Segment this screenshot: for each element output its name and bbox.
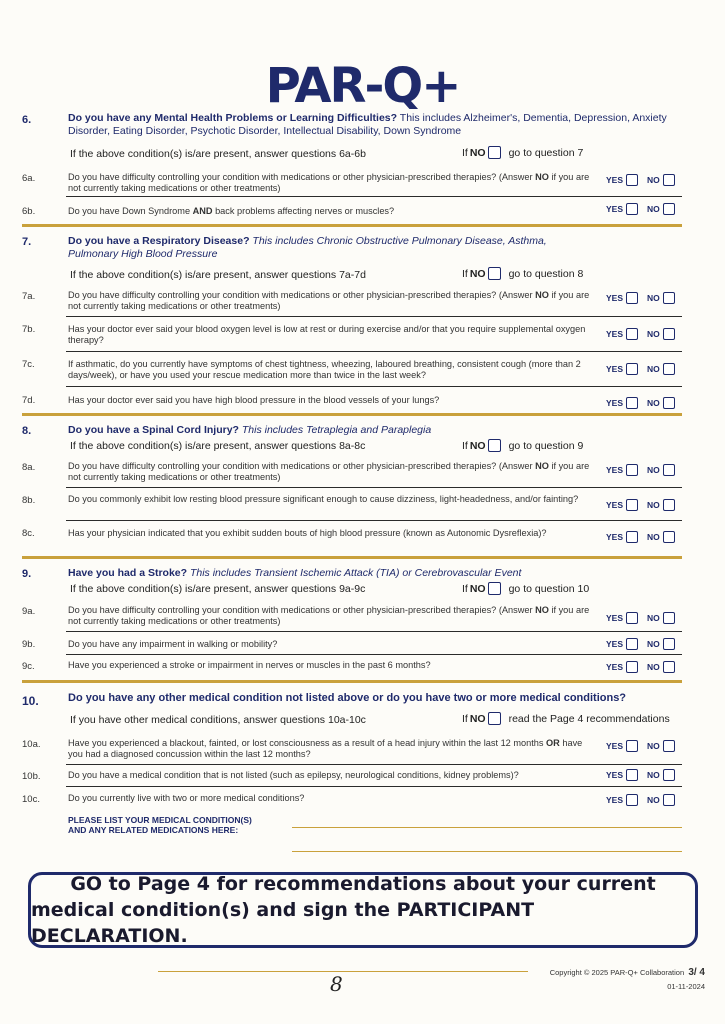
- section-divider: [22, 680, 682, 683]
- question-8b-no-checkbox[interactable]: [663, 499, 675, 511]
- question-7c-text: If asthmatic, do you currently have symptoms of chest tightness, wheezing, laboured breathing, consistent cough (more than 2 days/week), or have you used your rescue medication more than twice in the last week?: [68, 359, 581, 380]
- question-9b-yes-checkbox[interactable]: [626, 638, 638, 650]
- question-8-instruction: If the above condition(s) is/are present, answer questions 8a-8c: [70, 440, 366, 452]
- question-10b-text: Do you have a medical condition that is not listed (such as epilepsy, neurological conditions, kidney problems)?: [68, 770, 519, 780]
- question-7-no-checkbox[interactable]: [488, 267, 501, 280]
- question-9c-number: 9c.: [22, 661, 35, 672]
- row-divider: [66, 520, 682, 521]
- question-8a-answers: YES NO: [606, 464, 681, 476]
- question-10-skip: If NO read the Page 4 recommendations: [462, 712, 670, 725]
- question-8a-number: 8a.: [22, 462, 36, 473]
- question-8c-answers: YES NO: [606, 531, 681, 543]
- question-7b-answers: YES NO: [606, 328, 681, 340]
- question-8b-yes-checkbox[interactable]: [626, 499, 638, 511]
- question-7d-yes-checkbox[interactable]: [626, 397, 638, 409]
- question-8c-number: 8c.: [22, 528, 35, 539]
- question-7b-number: 7b.: [22, 324, 36, 335]
- question-10a-answers: YES NO: [606, 740, 681, 752]
- medical-conditions-input-line-1[interactable]: [292, 827, 682, 828]
- question-6b-no-checkbox[interactable]: [663, 203, 675, 215]
- question-10c-no-checkbox[interactable]: [663, 794, 675, 806]
- question-10-heading: Do you have any other medical condition not listed above or do you have two or more medical conditions?: [68, 692, 627, 704]
- question-7a-no-checkbox[interactable]: [663, 292, 675, 304]
- footer-divider: [158, 971, 528, 972]
- question-8b-number: 8b.: [22, 495, 36, 506]
- question-10a-no-checkbox[interactable]: [663, 740, 675, 752]
- question-9-skip: If NO go to question 10: [462, 582, 590, 595]
- question-8c-yes-checkbox[interactable]: [626, 531, 638, 543]
- question-8-no-checkbox[interactable]: [488, 439, 501, 452]
- question-10c-yes-checkbox[interactable]: [626, 794, 638, 806]
- question-6a-answers: YES NO: [606, 174, 681, 186]
- question-10-number: 10.: [22, 694, 39, 708]
- question-8b-text: Do you commonly exhibit low resting blood pressure significant enough to cause dizziness, light-headedness, and/or fainting?: [68, 494, 579, 504]
- row-divider: [66, 786, 682, 787]
- section-divider: [22, 224, 682, 227]
- question-9b-number: 9b.: [22, 639, 36, 650]
- question-10c-answers: YES NO: [606, 794, 681, 806]
- row-divider: [66, 386, 682, 387]
- question-9c-answers: YES NO: [606, 661, 681, 673]
- question-9c-yes-checkbox[interactable]: [626, 661, 638, 673]
- question-8-number: 8.: [22, 425, 32, 437]
- question-6-instruction: If the above condition(s) is/are present, answer questions 6a-6b: [70, 148, 366, 160]
- question-10c-number: 10c.: [22, 794, 40, 805]
- question-7-heading: Do you have a Respiratory Disease? This includes Chronic Obstructive Pulmonary Disease, Asthma, Pulmonary High Blood Pressure: [68, 235, 547, 260]
- question-7-instruction: If the above condition(s) is/are present, answer questions 7a-7d: [70, 269, 366, 281]
- medical-conditions-label: PLEASE LIST YOUR MEDICAL CONDITION(S) AND ANY RELATED MEDICATIONS HERE:: [68, 815, 252, 835]
- question-6a-text: Do you have difficulty controlling your condition with medications or other physician-prescribed therapies? (Answer NO if you are not currently taking medications or other treatments): [68, 172, 590, 193]
- footer-copyright: Copyright © 2025 PAR-Q+ Collaboration 3/ 4 01-11-2024: [549, 967, 705, 991]
- question-7c-number: 7c.: [22, 359, 35, 370]
- question-7d-answers: YES NO: [606, 397, 681, 409]
- question-7d-number: 7d.: [22, 395, 36, 406]
- row-divider: [66, 316, 682, 317]
- question-7c-answers: YES NO: [606, 363, 681, 375]
- next-step-banner: GO to Page 4 for recommendations about your current medical condition(s) and sign the PARTICIPANT DECLARATION.: [28, 872, 698, 948]
- question-6-heading: Do you have any Mental Health Problems or Learning Difficulties? This includes Alzheimer's, Dementia, Depression, Anxiety Disorder, Eating Disorder, Psychotic Disorder, Intellectual Disability, Down Syndrome: [68, 112, 667, 137]
- question-9a-no-checkbox[interactable]: [663, 612, 675, 624]
- question-7b-no-checkbox[interactable]: [663, 328, 675, 340]
- medical-conditions-input-line-2[interactable]: [292, 851, 682, 852]
- question-7d-text: Has your doctor ever said you have high blood pressure in the blood vessels of your lungs?: [68, 395, 440, 405]
- question-10b-no-checkbox[interactable]: [663, 769, 675, 781]
- question-7c-yes-checkbox[interactable]: [626, 363, 638, 375]
- question-8c-text: Has your physician indicated that you exhibit sudden bouts of high blood pressure (known as Autonomic Dysreflexia)?: [68, 528, 547, 538]
- row-divider: [66, 654, 682, 655]
- question-10a-text: Have you experienced a blackout, fainted, or lost consciousness as a result of a head injury within the last 12 months OR have you had a diagnosed concussion within the last 12 months?: [68, 738, 583, 759]
- question-8-skip: If NO go to question 9: [462, 439, 584, 452]
- question-9a-answers: YES NO: [606, 612, 681, 624]
- page-title: PAR-Q+: [265, 58, 460, 114]
- section-divider: [22, 556, 682, 559]
- section-divider: [22, 413, 682, 416]
- question-9-heading: Have you had a Stroke? This includes Transient Ischemic Attack (TIA) or Cerebrovascular Event: [68, 567, 522, 579]
- question-6-no-checkbox[interactable]: [488, 146, 501, 159]
- row-divider: [66, 764, 682, 765]
- question-9b-answers: YES NO: [606, 638, 681, 650]
- question-9-number: 9.: [22, 568, 32, 580]
- question-7d-no-checkbox[interactable]: [663, 397, 675, 409]
- question-9-instruction: If the above condition(s) is/are present, answer questions 9a-9c: [70, 583, 366, 595]
- question-10c-text: Do you currently live with two or more medical conditions?: [68, 793, 305, 803]
- row-divider: [66, 487, 682, 488]
- question-8a-text: Do you have difficulty controlling your condition with medications or other physician-prescribed therapies? (Answer NO if you are not currently taking medications or other treatments): [68, 461, 590, 482]
- question-10-instruction: If you have other medical conditions, answer questions 10a-10c: [70, 714, 366, 726]
- row-divider: [66, 631, 682, 632]
- question-6b-yes-checkbox[interactable]: [626, 203, 638, 215]
- question-10b-number: 10b.: [22, 771, 41, 782]
- question-9-no-checkbox[interactable]: [488, 582, 501, 595]
- question-7b-text: Has your doctor ever said your blood oxygen level is low at rest or during exercise and/or that you require supplemental oxygen therapy?: [68, 324, 586, 345]
- question-6b-answers: YES NO: [606, 203, 681, 215]
- question-7a-number: 7a.: [22, 291, 36, 302]
- question-6a-number: 6a.: [22, 173, 36, 184]
- question-8a-yes-checkbox[interactable]: [626, 464, 638, 476]
- question-8-heading: Do you have a Spinal Cord Injury? This includes Tetraplegia and Paraplegia: [68, 424, 432, 436]
- question-10-no-checkbox[interactable]: [488, 712, 501, 725]
- question-8c-no-checkbox[interactable]: [663, 531, 675, 543]
- question-9a-number: 9a.: [22, 606, 36, 617]
- question-7a-yes-checkbox[interactable]: [626, 292, 638, 304]
- question-6-skip: If NO go to question 7: [462, 146, 584, 159]
- question-10a-yes-checkbox[interactable]: [626, 740, 638, 752]
- question-6-number: 6.: [22, 114, 32, 126]
- question-9b-text: Do you have any impairment in walking or mobility?: [68, 639, 278, 649]
- question-7b-yes-checkbox[interactable]: [626, 328, 638, 340]
- handwritten-page-number: 8: [330, 972, 343, 996]
- question-9b-no-checkbox[interactable]: [663, 638, 675, 650]
- question-6b-text: Do you have Down Syndrome AND back problems affecting nerves or muscles?: [68, 206, 395, 216]
- question-7c-no-checkbox[interactable]: [663, 363, 675, 375]
- question-7a-text: Do you have difficulty controlling your condition with medications or other physician-prescribed therapies? (Answer NO if you are not currently taking medications or other treatments): [68, 290, 590, 311]
- question-10a-number: 10a.: [22, 739, 41, 750]
- question-7-skip: If NO go to question 8: [462, 267, 584, 280]
- question-9a-yes-checkbox[interactable]: [626, 612, 638, 624]
- question-8a-no-checkbox[interactable]: [663, 464, 675, 476]
- question-6b-number: 6b.: [22, 206, 36, 217]
- question-10b-yes-checkbox[interactable]: [626, 769, 638, 781]
- question-7-number: 7.: [22, 236, 32, 248]
- row-divider: [66, 196, 682, 197]
- question-9a-text: Do you have difficulty controlling your condition with medications or other physician-prescribed therapies? (Answer NO if you are not currently taking medications or other treatments): [68, 605, 590, 626]
- row-divider: [66, 351, 682, 352]
- question-9c-no-checkbox[interactable]: [663, 661, 675, 673]
- question-10b-answers: YES NO: [606, 769, 681, 781]
- question-9c-text: Have you experienced a stroke or impairment in nerves or muscles in the past 6 months?: [68, 660, 431, 670]
- question-7a-answers: YES NO: [606, 292, 681, 304]
- question-8b-answers: YES NO: [606, 499, 681, 511]
- question-6a-yes-checkbox[interactable]: [626, 174, 638, 186]
- question-6a-no-checkbox[interactable]: [663, 174, 675, 186]
